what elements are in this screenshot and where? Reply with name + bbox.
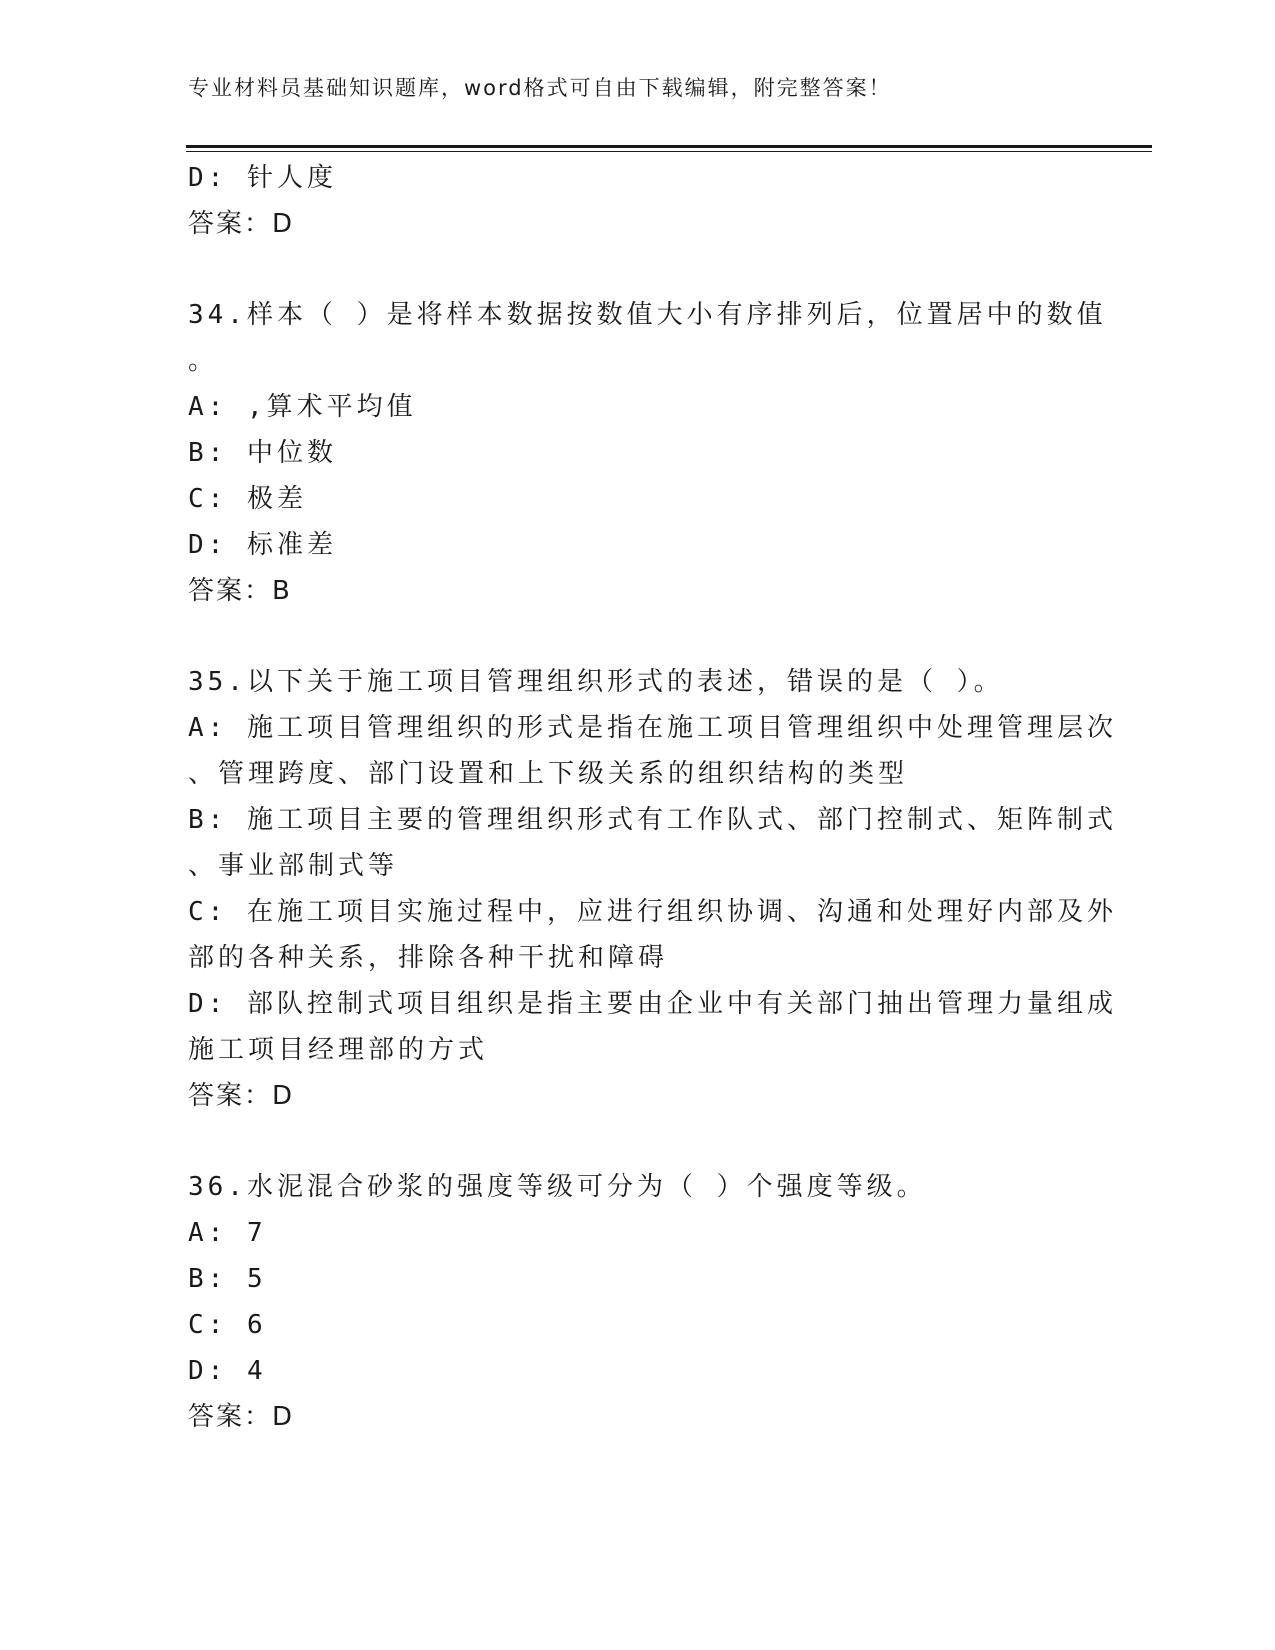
option-b-continued: 、事业部制式等 bbox=[188, 851, 399, 881]
prev-question-tail bbox=[188, 155, 1088, 247]
spacer bbox=[188, 1119, 1088, 1164]
option-c: C: 6 bbox=[188, 1310, 267, 1340]
option-c: C: 极差 bbox=[188, 484, 307, 514]
option-c: C: 在施工项目实施过程中，应进行组织协调、沟通和处理好内部及外 bbox=[188, 897, 1117, 927]
document-body bbox=[188, 155, 1117, 1440]
question-stem-continued: 。 bbox=[188, 346, 219, 376]
option-a: A: 7 bbox=[188, 1218, 267, 1248]
option-d-continued: 施工项目经理部的方式 bbox=[188, 1035, 489, 1065]
question-36 bbox=[188, 1164, 1088, 1440]
option-d: D: 针人度 bbox=[188, 163, 337, 193]
option-a-continued: 、管理跨度、部门设置和上下级关系的组织结构的类型 bbox=[188, 759, 909, 789]
header-rule-thick bbox=[186, 145, 1152, 148]
spacer bbox=[188, 247, 1088, 292]
answer-line: 答案：D bbox=[188, 1402, 295, 1432]
page-header: 专业材料员基础知识题库，word格式可自由下载编辑，附完整答案！ bbox=[188, 76, 892, 100]
header-rule-thin bbox=[186, 151, 1152, 152]
answer-line: 答案：B bbox=[188, 576, 292, 606]
option-a: A: ,算术平均值 bbox=[188, 392, 417, 422]
option-b: B: 5 bbox=[188, 1264, 267, 1294]
option-b: B: 中位数 bbox=[188, 438, 337, 468]
answer-line: 答案：D bbox=[188, 209, 295, 239]
question-stem: 34.样本（ ）是将样本数据按数值大小有序排列后，位置居中的数值 bbox=[188, 300, 1107, 330]
option-d: D: 4 bbox=[188, 1356, 267, 1386]
option-b: B: 施工项目主要的管理组织形式有工作队式、部门控制式、矩阵制式 bbox=[188, 805, 1117, 835]
question-stem: 35.以下关于施工项目管理组织形式的表述，错误的是（ ）。 bbox=[188, 667, 1004, 697]
answer-line: 答案：D bbox=[188, 1081, 295, 1111]
option-d: D: 部队控制式项目组织是指主要由企业中有关部门抽出管理力量组成 bbox=[188, 989, 1117, 1019]
question-stem: 36.水泥混合砂浆的强度等级可分为（ ）个强度等级。 bbox=[188, 1172, 927, 1202]
question-35 bbox=[188, 659, 1117, 1119]
option-c-continued: 部的各种关系，排除各种干扰和障碍 bbox=[188, 943, 669, 973]
option-d: D: 标准差 bbox=[188, 530, 337, 560]
spacer bbox=[188, 614, 1088, 659]
option-a: A: 施工项目管理组织的形式是指在施工项目管理组织中处理管理层次 bbox=[188, 713, 1117, 743]
question-34 bbox=[188, 292, 1107, 614]
